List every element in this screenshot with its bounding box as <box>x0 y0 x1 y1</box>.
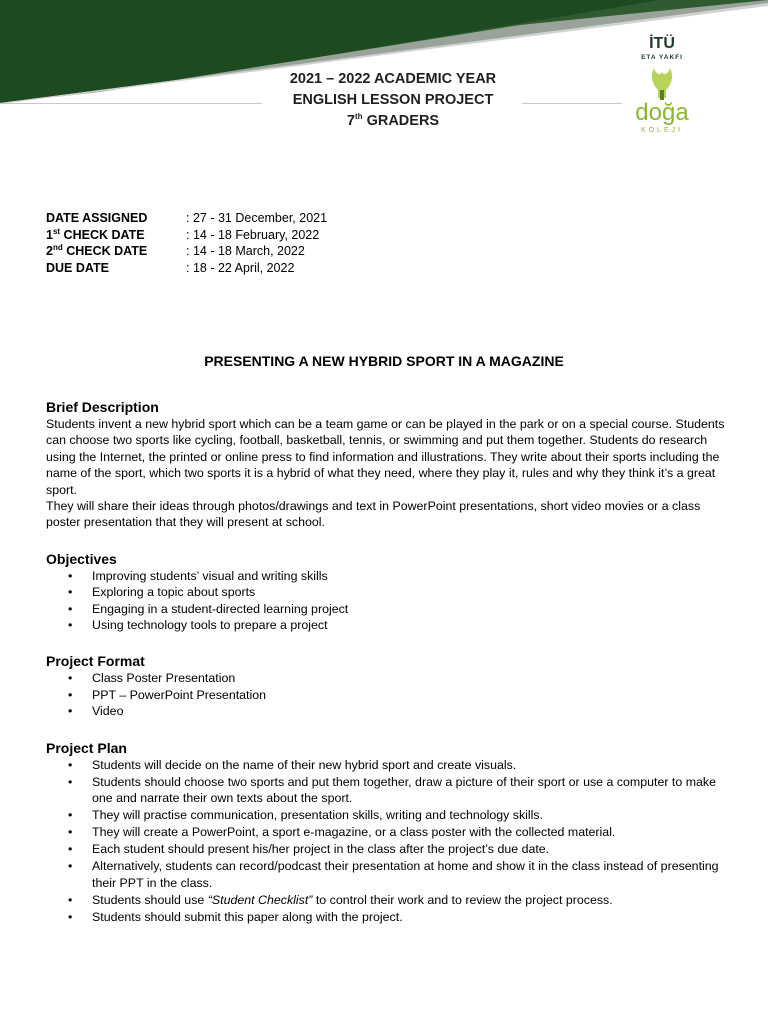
list-item: • Each student should present his/her project in the class after the project’s due date. <box>46 841 726 857</box>
list-item: • Using technology tools to prepare a project <box>46 617 726 633</box>
date-row: 1st CHECK DATE : 14 - 18 February, 2022 <box>46 226 320 242</box>
list-item: • PPT – PowerPoint Presentation <box>46 687 726 703</box>
section-heading: Brief Description <box>46 399 159 415</box>
date-value: : 14 - 18 March, 2022 <box>186 244 305 258</box>
list-item: • Video <box>46 703 726 719</box>
list-item: • Improving students’ visual and writing skills <box>46 568 726 584</box>
date-row: DUE DATE : 18 - 22 April, 2022 <box>46 260 295 275</box>
plan-section <box>46 739 726 925</box>
brief-paragraph: They will share their ideas through photos/drawings and text in PowerPoint presentations, short video movies or a class poster presentation that they will present at school. <box>46 499 701 530</box>
date-value: : 27 - 31 December, 2021 <box>186 211 328 225</box>
section-heading: Project Format <box>46 653 145 670</box>
objectives-list <box>46 568 726 634</box>
list-item: • Students should use “Student Checklist” to control their work and to review the project process. <box>46 892 726 908</box>
list-item: • Students will decide on the name of their new hybrid sport and create visuals. <box>46 757 726 773</box>
list-item: • Alternatively, students can record/podcast their presentation at home and show it in the class instead of presenting their PPT in the class. <box>46 858 726 891</box>
section-heading: Objectives <box>46 550 117 567</box>
logo-bottom-text: KOLEJİ <box>640 127 684 134</box>
project-title: PRESENTING A NEW HYBRID SPORT IN A MAGAZINE <box>204 353 564 369</box>
brief-paragraph: Students invent a new hybrid sport which can be a team game or can be played in the park or on a special course. Students can choose two sports like cycling, football, basketball, tennis, or swimming and put them together. Students do research using the Internet, the printed or online press to find information and illustrations. They write about their sports including the name of the sport, which two sports it is a hybrid of what they need, where they play it, rules and why they think it’s a great sport. <box>46 417 725 497</box>
grade-level: 7th GRADERS <box>346 112 440 129</box>
date-row: DATE ASSIGNED : 27 - 31 December, 2021 <box>46 211 328 225</box>
objectives-section <box>46 550 726 634</box>
format-section <box>46 652 726 719</box>
list-item: • Class Poster Presentation <box>46 670 726 686</box>
logo-name: doğa <box>635 99 689 126</box>
list-item: • Exploring a topic about sports <box>46 584 726 600</box>
header-rule-left <box>0 103 262 104</box>
brief-section <box>46 398 726 531</box>
checklist-reference: “Student Checklist” <box>207 892 313 907</box>
logo-top-text: İTÜ <box>649 35 675 52</box>
date-value: : 14 - 18 February, 2022 <box>186 227 320 242</box>
school-logo <box>624 28 700 136</box>
list-item: • Students should choose two sports and put them together, draw a picture of their sport or use a computer to make one and narrate their own texts about the sport. <box>46 774 726 807</box>
date-row: 2nd CHECK DATE : 14 - 18 March, 2022 <box>46 242 305 258</box>
logo-sub-text: ETA YAKFI <box>641 54 683 61</box>
date-list <box>46 210 327 276</box>
document-body <box>46 398 726 926</box>
lesson-project: ENGLISH LESSON PROJECT <box>292 92 494 108</box>
header-rule-right <box>522 103 622 104</box>
list-item: • They will practise communication, presentation skills, writing and technology skills. <box>46 807 726 823</box>
list-item: • Engaging in a student-directed learning project <box>46 601 726 617</box>
date-value: : 18 - 22 April, 2022 <box>186 260 295 275</box>
list-item: • Students should submit this paper along with the project. <box>46 909 726 925</box>
section-heading: Project Plan <box>46 739 127 756</box>
plan-list <box>46 757 726 925</box>
list-item: • They will create a PowerPoint, a sport e-magazine, or a class poster with the collected material. <box>46 824 726 840</box>
academic-year: 2021 – 2022 ACADEMIC YEAR <box>289 71 497 87</box>
format-list <box>46 670 726 719</box>
document-header <box>262 69 524 132</box>
